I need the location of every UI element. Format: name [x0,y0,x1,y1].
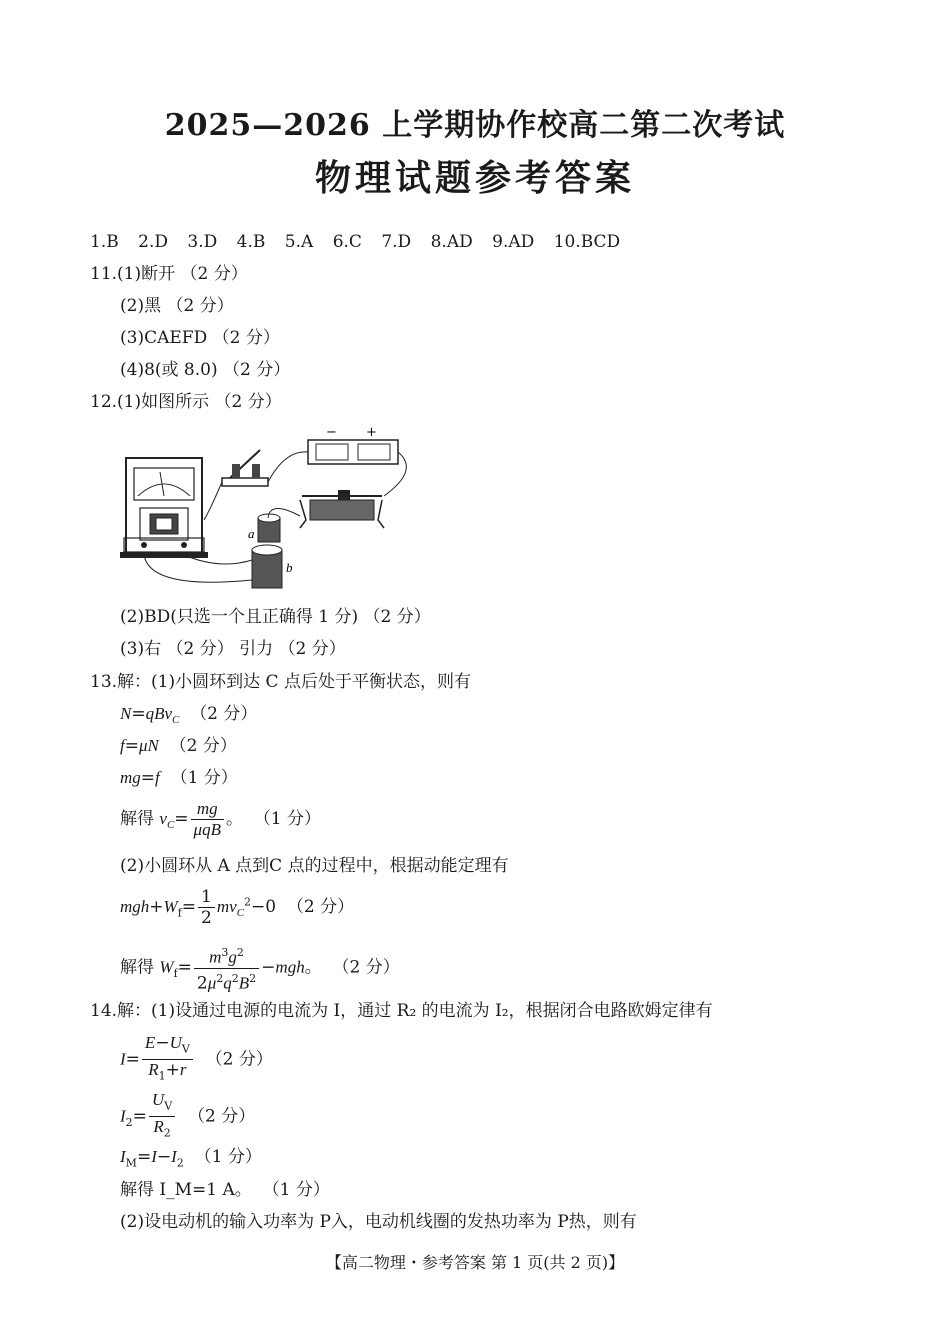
battery-minus-label: − [326,425,337,440]
mc-answer: 5.A [284,232,314,252]
q14-eq3: $I_M=I-I_2$ （1 分） [120,1147,262,1170]
q14-eq1: I= $\frac{E-U_V}{R_1+r}$ （2 分） [120,1033,273,1083]
coil-a-label: a [248,526,255,541]
points: （2 分） [187,1106,256,1127]
q11-part2: (2)黑 （2 分） [120,296,234,316]
coil-b-label: b [286,560,293,575]
q11-p1-text: (1)断开 （2 分） [117,264,248,284]
q14-intro [90,1000,713,1022]
points: （1 分） [194,1147,262,1167]
q13-part2: (2)小圆环从 A 点到C 点的过程中，根据动能定理有 [120,856,509,876]
exam-title: 2025—2026 上学期协作校高二第二次考试 [164,108,786,143]
multiple-choice-answers [90,231,634,253]
q13-eq3: mg=f （1 分） [120,768,238,788]
q14-part2: (2)设电动机的输入功率为 P入，电动机线圈的发热功率为 P热，则有 [120,1212,637,1232]
q14-result-text: 解得 I_M=1 A。 [120,1180,252,1200]
q13-eq4: $mgh+W_f=$ $\frac{1}{2}$ $mv_C^2-0$ （2 分） [120,887,355,928]
circuit-figure [120,420,420,600]
period: 。 [304,957,322,978]
q12-p1-text: (1)如图所示 （2 分） [117,392,282,412]
q11-part4: (4)8(或 8.0) （2 分） [120,360,291,380]
q11-label: 11. [90,264,118,284]
q12-part3: (3)右 （2 分） 引力 （2 分） [120,639,346,659]
period: 。 [225,809,243,829]
q13-result2: 解得 $W_f=$ $\frac{m^3g^2}{2\mu^2q^2B^2}$ −mgh。 （2 分） [120,943,400,993]
battery-plus-label: + [366,425,377,440]
q13-label: 13. [90,672,118,692]
points: （1 分） [262,1180,330,1200]
points: （2 分） [332,957,400,978]
q13-intro-text: 解：(1)小圆环到达 C 点后处于平衡状态，则有 [117,672,471,692]
points: （1 分） [253,809,322,829]
q13-intro [90,671,471,693]
q12-part1 [90,391,282,413]
q12-part2: (2)BD(只选一个且正确得 1 分) （2 分） [120,607,431,627]
q14-result1 [120,1179,330,1201]
q13-result1: 解得 $v_C=$ $\frac{mg}{\text{μqB}}$ 。 （1 分） [120,799,322,839]
solve-word: 解得 [120,809,154,829]
points: （2 分） [169,736,237,756]
mc-answer: 8.AD [430,232,473,252]
mc-answer: 6.C [332,232,362,252]
mc-answer: 10.BCD [553,232,621,252]
points: （2 分） [205,1049,273,1070]
mc-answer: 9.AD [492,232,535,252]
solve-word: 解得 [120,957,154,978]
q13-eq1: N=qBv$_C$ （2 分） [120,704,258,727]
exam-subtitle: 物理试题参考答案 [314,157,635,199]
mc-answer: 2.D [138,232,168,252]
mc-answer: 3.D [187,232,218,252]
points: （1 分） [170,768,238,788]
q11-part3: (3)CAEFD （2 分） [120,328,280,348]
points: （2 分） [286,897,355,917]
q11-part1 [90,263,248,285]
q13-eq2: f=μN （2 分） [120,736,237,756]
q14-intro-text: 解：(1)设通过电源的电流为 I，通过 R₂ 的电流为 I₂，根据闭合电路欧姆定律有 [117,1001,713,1021]
mc-answer: 7.D [381,232,412,252]
q14-label: 14. [90,1001,118,1021]
mc-answer: 4.B [236,232,266,252]
q12-label: 12. [90,392,118,412]
page-footer: 【高二物理・参考答案 第 1 页(共 2 页)】 [325,1253,625,1272]
q14-eq2: $I_2=$ $\frac{U_V}{R_2}$ （2 分） [120,1090,256,1140]
mc-answer: 1.B [90,232,119,252]
points: （2 分） [190,704,258,724]
